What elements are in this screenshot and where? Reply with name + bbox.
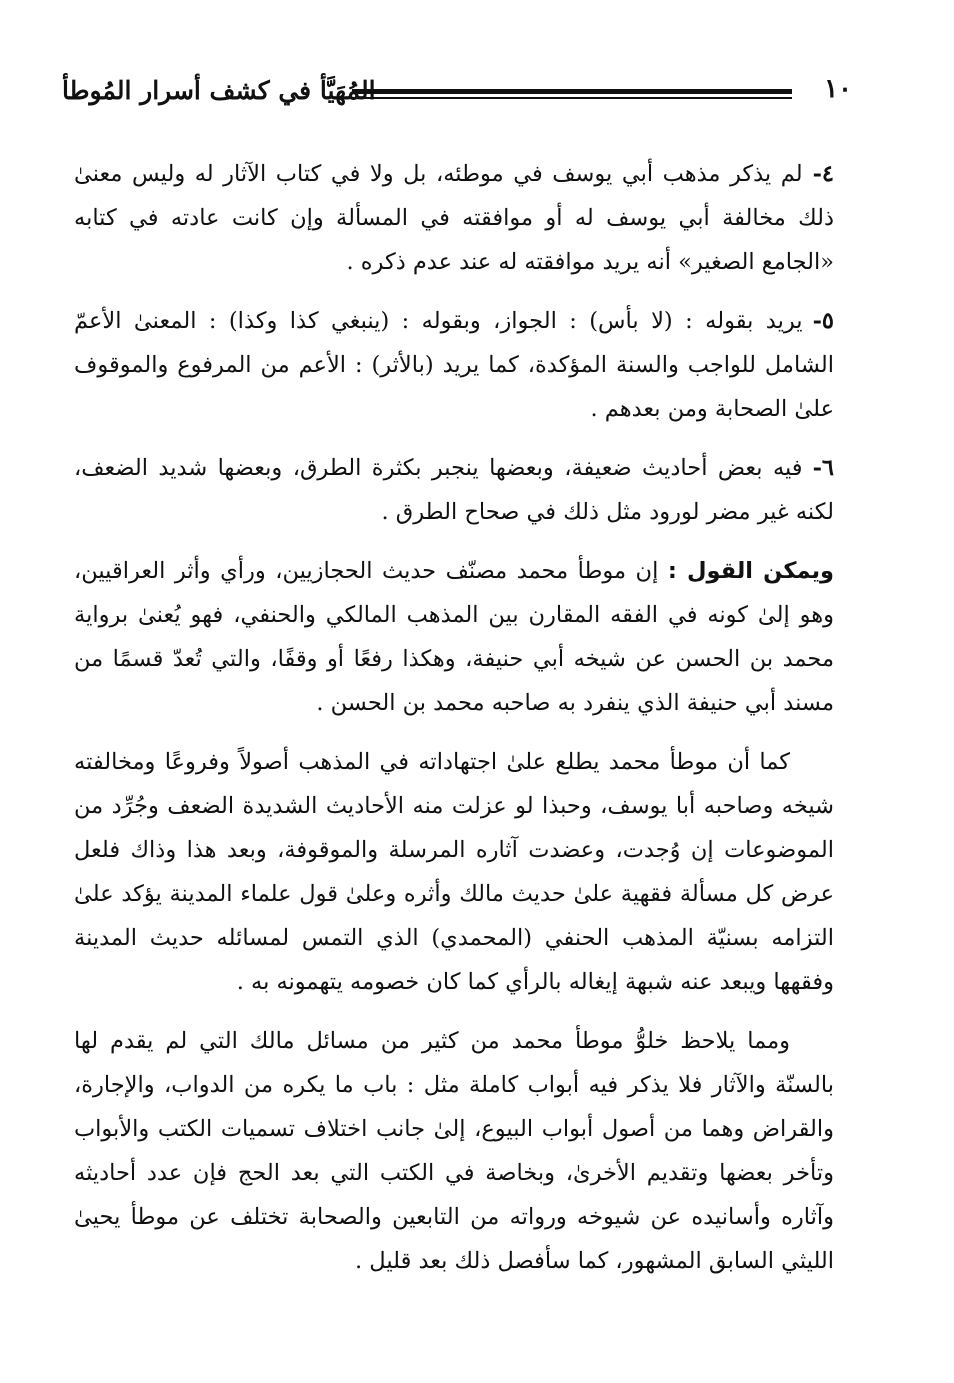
note-number: ٥-: [812, 308, 834, 334]
note-5: [74, 299, 834, 431]
paragraph: [74, 740, 834, 1004]
page-body: [74, 152, 834, 1298]
note-6: [74, 446, 834, 534]
note-text: يريد بقوله : (لا بأس) : الجواز، وبقوله : (ينبغي كذا وكذا) : المعنىٰ الأعمّ الشامل للواجب والسنة المؤكدة، كما يريد (بالأثر) : الأعم من المرفوع والموقوف علىٰ الصحابة ومن بعدهم .: [74, 308, 834, 422]
paragraph-text: إن موطأ محمد مصنّف حديث الحجازيين، ورأي وأثر العراقيين، وهو إلىٰ كونه في الفقه المقارن بين المذهب المالكي والحنفي، فهو يُعنىٰ برواية محمد بن الحسن عن شيخه أبي حنيفة، وهكذا رفعًا أو وقفًا، والتي تُعدّ قسمًا من مسند أبي حنيفة الذي ينفرد به صاحبه محمد بن الحسن .: [74, 558, 834, 716]
note-4: [74, 152, 834, 284]
note-text: لم يذكر مذهب أبي يوسف في موطئه، بل ولا في كتاب الآثار له وليس معنىٰ ذلك مخالفة أبي يوسف له أو موافقته في المسألة وإن كانت عادته في كتابه «الجامع الصغير» أنه يريد موافقته له عند عدم ذكره .: [74, 161, 834, 275]
note-number: ٤-: [812, 161, 834, 187]
page-number: ١٠: [824, 74, 852, 104]
paragraph: [74, 549, 834, 725]
header-rule: [352, 89, 792, 94]
note-text: فيه بعض أحاديث ضعيفة، وبعضها ينجبر بكثرة الطرق، وبعضها شديد الضعف، لكنه غير مضر لورود مثل ذلك في صحاح الطرق .: [74, 455, 834, 525]
paragraph-text: كما أن موطأ محمد يطلع علىٰ اجتهاداته في المذهب أصولاً وفروعًا ومخالفته شيخه وصاحبه أبا يوسف، وحبذا لو عزلت منه الأحاديث الشديدة الضعف وجُرِّد من الموضوعات إن وُجدت، وعضدت آثاره المرسلة والموقوفة، وبعد هذا وذاك فلعل عرض كل مسألة فقهية علىٰ حديث مالك وأثره وعلىٰ قول علماء المدينة يؤكد علىٰ التزامه بسنيّة المذهب الحنفي (المحمدي) الذي التمس لمسائله حديث المدينة وفقهها ويبعد عنه شبهة إيغاله بالرأي كما كان خصومه يتهمونه به .: [74, 749, 834, 995]
paragraph-text: ومما يلاحظ خلوُّ موطأ محمد من كثير من مسائل مالك التي لم يقدم لها بالسنّة والآثار فلا يذكر فيه أبواب كاملة مثل : باب ما يكره من الدواب، والإجارة، والقراض وهما من أصول أبواب البيوع، إلىٰ جانب اختلاف تسميات الكتب والأبواب وتأخر بعضها وتقديم الأخرىٰ، وبخاصة في الكتب التي بعد الحج فإن عدد أحاديثه وآثاره وأسانيده عن شيوخه ورواته من التابعين والصحابة تختلف عن موطأ يحيىٰ الليثي السابق المشهور، كما سأفصل ذلك بعد قليل .: [74, 1028, 834, 1274]
paragraph: [74, 1019, 834, 1283]
header-rule-thin: [352, 97, 792, 99]
paragraph-lead: ويمكن القول :: [667, 558, 835, 584]
note-number: ٦-: [812, 455, 834, 481]
running-title: المُهَيَّأ في كشف أسرار المُوطأ: [62, 76, 376, 105]
page-header: [62, 72, 852, 116]
